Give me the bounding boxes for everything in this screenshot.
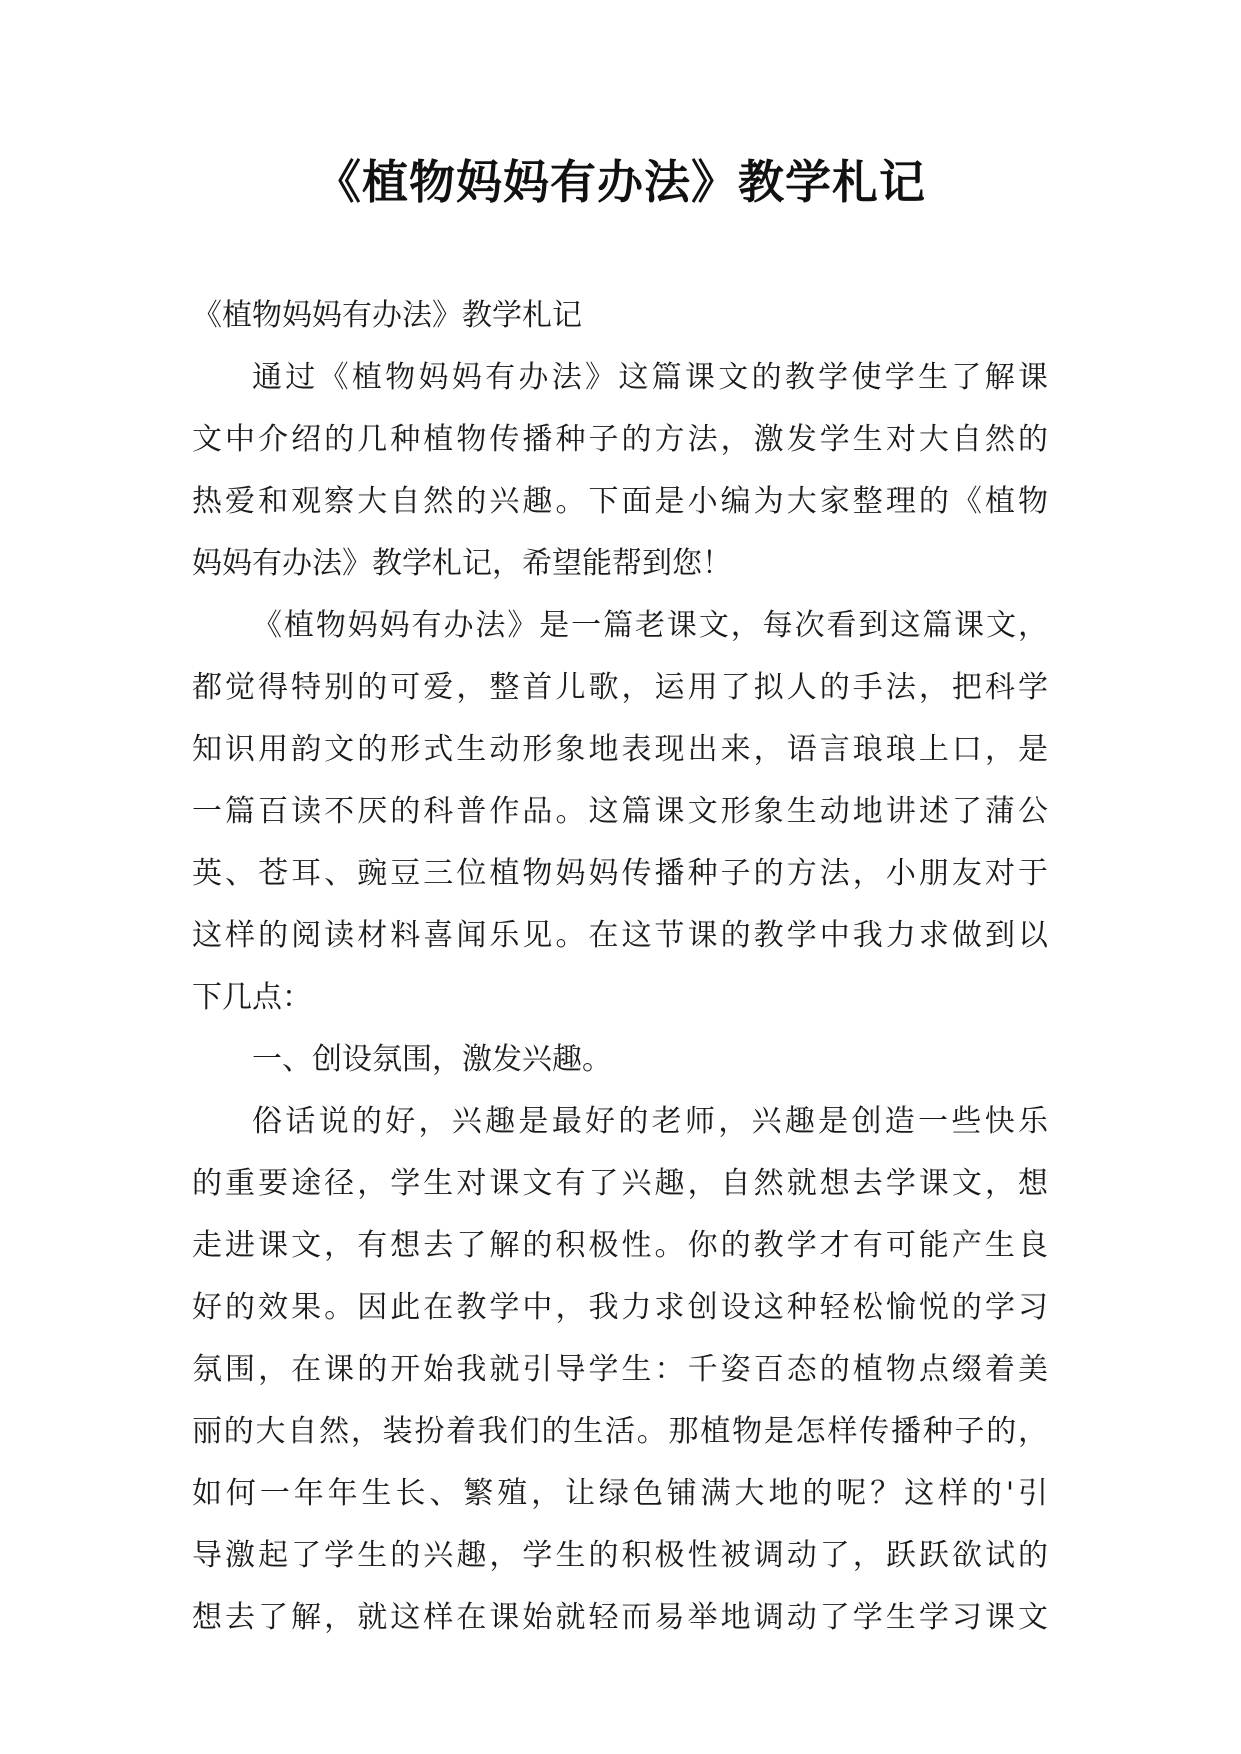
text-line: 《植物妈妈有办法》教学札记 [192,298,582,333]
text-line: 想去了解，就这样在课始就轻而易举地调动了学生学习课文 [192,1600,1048,1635]
text-line: 《植物妈妈有办法》是一篇老课文，每次看到这篇课文， [252,608,1048,643]
text-line: 好的效果。因此在教学中，我力求创设这种轻松愉悦的学习 [192,1290,1048,1325]
text-line: 都觉得特别的可爱，整首儿歌，运用了拟人的手法，把科学 [192,670,1048,705]
text-line: 这样的阅读材料喜闻乐见。在这节课的教学中我力求做到以 [192,918,1048,953]
text-line: 文中介绍的几种植物传播种子的方法，激发学生对大自然的 [192,422,1048,457]
text-line: 丽的大自然，装扮着我们的生活。那植物是怎样传播种子的， [192,1414,1048,1449]
text-line: 妈妈有办法》教学札记，希望能帮到您！ [192,546,732,581]
text-line: 英、苍耳、豌豆三位植物妈妈传播种子的方法，小朋友对于 [192,856,1048,891]
section-heading: 一、创设氛围，激发兴趣。 [252,1042,612,1077]
text-line: 如何一年年生长、繁殖，让绿色铺满大地的呢？这样的'引 [192,1476,1048,1511]
text-line: 氛围，在课的开始我就引导学生：千姿百态的植物点缀着美 [192,1352,1048,1387]
text-line: 的重要途径，学生对课文有了兴趣，自然就想去学课文，想 [192,1166,1048,1201]
document-body [192,285,1048,1649]
text-line: 俗话说的好，兴趣是最好的老师，兴趣是创造一些快乐 [252,1104,1048,1139]
text-line: 导激起了学生的兴趣，学生的积极性被调动了，跃跃欲试的 [192,1538,1048,1573]
text-line: 走进课文，有想去了解的积极性。你的教学才有可能产生良 [192,1228,1048,1263]
text-line: 一篇百读不厌的科普作品。这篇课文形象生动地讲述了蒲公 [192,794,1048,829]
text-line: 热爱和观察大自然的兴趣。下面是小编为大家整理的《植物 [192,484,1048,519]
document-title: 《植物妈妈有办法》教学札记 [315,155,926,209]
text-line: 下几点： [192,980,312,1015]
text-line: 通过《植物妈妈有办法》这篇课文的教学使学生了解课 [252,360,1048,395]
text-line: 知识用韵文的形式生动形象地表现出来，语言琅琅上口，是 [192,732,1048,767]
